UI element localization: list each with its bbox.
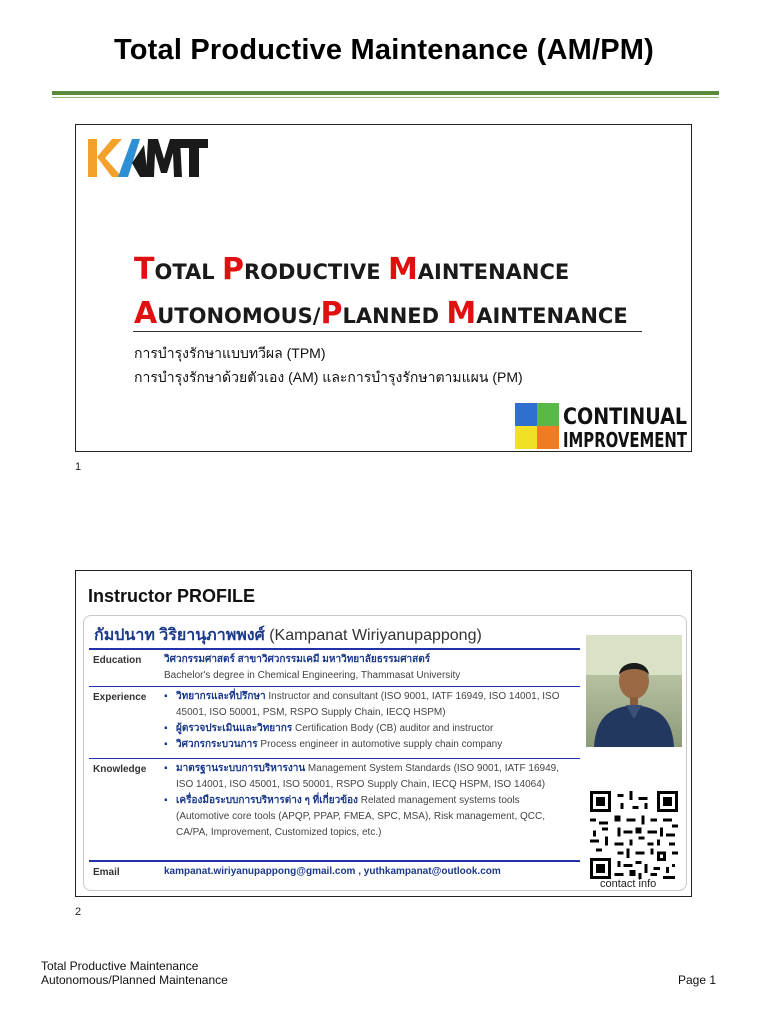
list-item	[164, 689, 569, 721]
instructor-name	[94, 623, 482, 648]
header-divider-thin	[52, 97, 719, 98]
education-english: Bachelor's degree in Chemical Engineering, Thammasat University	[164, 670, 461, 681]
item-english: Certification Body (CB) auditor and instructor	[292, 723, 494, 734]
experience-label: Experience	[93, 692, 147, 703]
item-thai: ผู้ตรวจประเมินและวิทยากร	[176, 723, 293, 734]
title-cap: A	[134, 296, 158, 331]
title-rest: AINTENANCE	[417, 260, 570, 284]
row-divider	[89, 648, 580, 650]
row-divider	[89, 758, 580, 759]
kamt-logo	[88, 135, 208, 181]
title-rest: UTONOMOUS/	[157, 304, 321, 328]
email-label: Email	[93, 867, 120, 878]
list-item	[164, 737, 569, 753]
slide-number: 2	[75, 906, 82, 918]
title-rest: LANNED	[342, 304, 447, 328]
education-thai: วิศวกรรมศาสตร์ สาขาวิศวกรรมเคมี มหาวิทยาลัยธรรมศาสตร์	[164, 654, 431, 665]
knowledge-label: Knowledge	[93, 764, 147, 775]
item-english: Instructor and consultant (ISO 9001, IATF 16949, ISO 14001, ISO 45001, ISO 50001, PSM, RSPO Supply Chain, IECQ HSPM)	[176, 691, 560, 718]
footer-line-1: Total Productive Maintenance	[41, 959, 199, 973]
ci-logo-line1: CONTINUAL	[563, 405, 687, 430]
education-text	[164, 652, 569, 684]
title-cap: M	[446, 296, 477, 331]
instructor-photo	[586, 635, 682, 747]
knowledge-list	[164, 761, 569, 841]
slide-number: 1	[75, 461, 82, 473]
header-divider	[52, 91, 719, 95]
title-rest: OTAL	[154, 260, 222, 284]
title-underline	[133, 331, 642, 332]
page-title: Total Productive Maintenance (AM/PM)	[114, 34, 654, 66]
item-thai: เครื่องมือระบบการบริหารต่าง ๆ ที่เกี่ยวข้อง	[176, 795, 358, 806]
qr-code[interactable]	[589, 791, 679, 879]
page-number: Page 1	[678, 973, 717, 987]
title-cap: P	[221, 252, 244, 287]
title-cap: T	[134, 252, 155, 287]
list-item	[164, 761, 569, 793]
footer-line-2: Autonomous/Planned Maintenance	[41, 973, 228, 987]
education-label: Education	[93, 655, 142, 666]
title-line-1	[134, 252, 569, 287]
item-thai: มาตรฐานระบบการบริหารงาน	[176, 763, 306, 774]
thai-subtitle-2: การบำรุงรักษาด้วยตัวเอง (AM) และการบำรุงรักษาตามแผน (PM)	[134, 369, 523, 385]
title-cap: P	[320, 296, 343, 331]
list-item	[164, 721, 569, 737]
item-english: Management System Standards (ISO 9001, IATF 16949, ISO 14001, ISO 45001, ISO 50001, RSPO Supply Chain, IECQ HSPM, ISO 14064)	[176, 763, 559, 790]
row-divider	[89, 860, 580, 862]
slide-2	[75, 570, 692, 897]
title-line-2	[134, 296, 628, 331]
title-rest: RODUCTIVE	[243, 260, 388, 284]
row-divider	[89, 686, 580, 687]
item-thai: วิทยากรและที่ปรึกษา	[176, 691, 266, 702]
item-english: Related management systems tools (Automotive core tools (APQP, PPAP, FMEA, SPC, MSA), Risk management, QCC, CA/PA, Improvement, Customized topics, etc.)	[176, 795, 546, 838]
name-thai: กัมปนาท วิริยานุภาพพงศ์	[94, 627, 265, 644]
continual-improvement-logo	[515, 403, 689, 452]
list-item	[164, 793, 569, 841]
slide-1	[75, 124, 692, 452]
ci-logo-line2: IMPROVEMENT	[563, 428, 688, 452]
item-english: Process engineer in automotive supply chain company	[257, 739, 503, 750]
item-thai: วิศวกรกระบวนการ	[176, 739, 258, 750]
name-english: (Kampanat Wiriyanupappong)	[264, 627, 482, 644]
title-cap: M	[387, 252, 418, 287]
experience-list	[164, 689, 569, 753]
profile-title: Instructor PROFILE	[88, 586, 256, 606]
contact-info-label: contact info	[600, 878, 657, 890]
thai-subtitle-1: การบำรุงรักษาแบบทวีผล (TPM)	[134, 345, 326, 361]
email-value[interactable]: kampanat.wiriyanupappong@gmail.com , yuthkampanat@outlook.com	[164, 866, 501, 877]
title-rest: AINTENANCE	[476, 304, 628, 328]
